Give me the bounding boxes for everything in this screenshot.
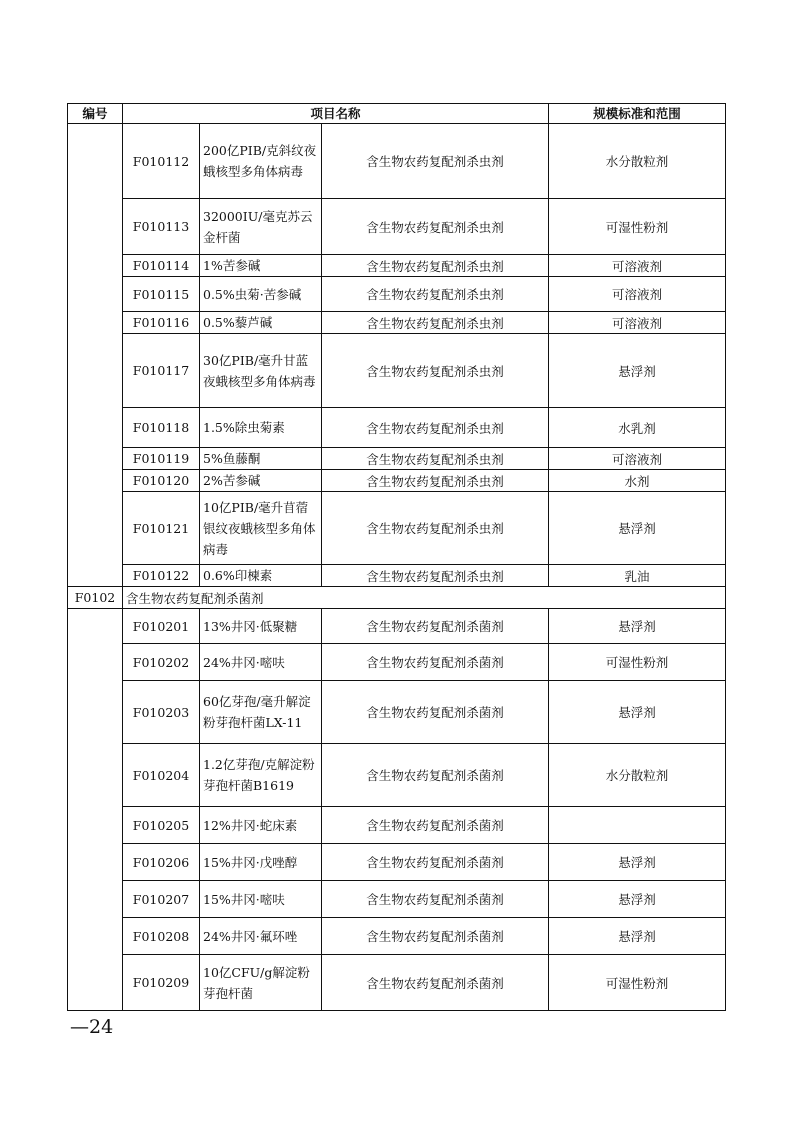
row-category: 含生物农药复配剂杀虫剂 <box>322 277 549 312</box>
table-row <box>68 124 726 199</box>
row-name: 0.5%虫菊·苦参碱 <box>200 277 322 312</box>
table-row <box>68 644 726 681</box>
table-row <box>68 470 726 492</box>
row-code: F010201 <box>123 609 200 644</box>
table-row <box>68 744 726 807</box>
row-category: 含生物农药复配剂杀虫剂 <box>322 312 549 334</box>
row-code: F010112 <box>123 124 200 199</box>
row-spec: 水分散粒剂 <box>549 124 726 199</box>
row-code: F010203 <box>123 681 200 744</box>
row-spec: 可湿性粉剂 <box>549 955 726 1011</box>
table-row <box>68 881 726 918</box>
table-row <box>68 681 726 744</box>
table-row <box>68 492 726 565</box>
row-name: 13%井冈·低聚糖 <box>200 609 322 644</box>
row-code: F010208 <box>123 918 200 955</box>
row-category: 含生物农药复配剂杀虫剂 <box>322 255 549 277</box>
row-spec: 可溶液剂 <box>549 448 726 470</box>
row-category: 含生物农药复配剂杀虫剂 <box>322 124 549 199</box>
table-row <box>68 255 726 277</box>
row-spec: 水乳剂 <box>549 408 726 448</box>
table-row <box>68 199 726 255</box>
section-row <box>68 587 726 609</box>
header-code: 编号 <box>68 104 123 124</box>
row-category: 含生物农药复配剂杀菌剂 <box>322 644 549 681</box>
row-category: 含生物农药复配剂杀虫剂 <box>322 565 549 587</box>
section-title: 含生物农药复配剂杀菌剂 <box>123 587 726 609</box>
table-row <box>68 334 726 408</box>
row-category: 含生物农药复配剂杀虫剂 <box>322 492 549 565</box>
row-code: F010115 <box>123 277 200 312</box>
row-code: F010119 <box>123 448 200 470</box>
row-spec: 悬浮剂 <box>549 609 726 644</box>
row-name: 200亿PIB/克斜纹夜蛾核型多角体病毒 <box>200 124 322 199</box>
row-name: 5%鱼藤酮 <box>200 448 322 470</box>
blank-code-cell <box>68 609 123 1011</box>
row-category: 含生物农药复配剂杀虫剂 <box>322 334 549 408</box>
row-category: 含生物农药复配剂杀菌剂 <box>322 881 549 918</box>
table-row <box>68 955 726 1011</box>
row-spec: 悬浮剂 <box>549 918 726 955</box>
table-header-row <box>68 104 726 124</box>
table-row <box>68 312 726 334</box>
row-name: 1.2亿芽孢/克解淀粉芽孢杆菌B1619 <box>200 744 322 807</box>
table-row <box>68 844 726 881</box>
table-row <box>68 565 726 587</box>
row-code: F010205 <box>123 807 200 844</box>
table-row <box>68 609 726 644</box>
row-category: 含生物农药复配剂杀菌剂 <box>322 844 549 881</box>
row-code: F010114 <box>123 255 200 277</box>
row-name: 12%井冈·蛇床素 <box>200 807 322 844</box>
table-row <box>68 277 726 312</box>
row-name: 15%井冈·嘧呋 <box>200 881 322 918</box>
row-name: 2%苦参碱 <box>200 470 322 492</box>
row-code: F010207 <box>123 881 200 918</box>
row-spec <box>549 807 726 844</box>
row-spec: 可溶液剂 <box>549 277 726 312</box>
row-code: F010120 <box>123 470 200 492</box>
row-code: F010122 <box>123 565 200 587</box>
row-spec: 悬浮剂 <box>549 881 726 918</box>
row-name: 10亿CFU/g解淀粉芽孢杆菌 <box>200 955 322 1011</box>
header-project: 项目名称 <box>123 104 549 124</box>
row-code: F010116 <box>123 312 200 334</box>
header-scope: 规模标准和范围 <box>549 104 726 124</box>
row-spec: 可溶液剂 <box>549 255 726 277</box>
row-code: F010121 <box>123 492 200 565</box>
row-spec: 悬浮剂 <box>549 334 726 408</box>
row-name: 1%苦参碱 <box>200 255 322 277</box>
row-spec: 悬浮剂 <box>549 492 726 565</box>
row-spec: 可湿性粉剂 <box>549 644 726 681</box>
row-category: 含生物农药复配剂杀菌剂 <box>322 681 549 744</box>
row-name: 24%井冈·嘧呋 <box>200 644 322 681</box>
row-category: 含生物农药复配剂杀虫剂 <box>322 448 549 470</box>
row-spec: 可溶液剂 <box>549 312 726 334</box>
row-name: 10亿PIB/毫升苜蓿银纹夜蛾核型多角体病毒 <box>200 492 322 565</box>
row-name: 32000IU/毫克苏云金杆菌 <box>200 199 322 255</box>
row-name: 1.5%除虫菊素 <box>200 408 322 448</box>
row-spec: 水剂 <box>549 470 726 492</box>
row-name: 24%井冈·氟环唑 <box>200 918 322 955</box>
row-spec: 悬浮剂 <box>549 681 726 744</box>
row-code: F010118 <box>123 408 200 448</box>
row-category: 含生物农药复配剂杀菌剂 <box>322 918 549 955</box>
row-spec: 水分散粒剂 <box>549 744 726 807</box>
blank-code-cell <box>68 124 123 587</box>
row-category: 含生物农药复配剂杀虫剂 <box>322 408 549 448</box>
table-row <box>68 408 726 448</box>
row-code: F010209 <box>123 955 200 1011</box>
section-code: F0102 <box>68 587 123 609</box>
row-spec: 乳油 <box>549 565 726 587</box>
row-spec: 悬浮剂 <box>549 844 726 881</box>
row-name: 0.5%藜芦碱 <box>200 312 322 334</box>
row-category: 含生物农药复配剂杀虫剂 <box>322 199 549 255</box>
page-number: —24 <box>70 1016 114 1038</box>
row-category: 含生物农药复配剂杀菌剂 <box>322 744 549 807</box>
row-code: F010202 <box>123 644 200 681</box>
row-name: 30亿PIB/毫升甘蓝夜蛾核型多角体病毒 <box>200 334 322 408</box>
product-table <box>67 103 726 1011</box>
row-code: F010206 <box>123 844 200 881</box>
row-category: 含生物农药复配剂杀菌剂 <box>322 609 549 644</box>
row-name: 0.6%印楝素 <box>200 565 322 587</box>
table-row <box>68 807 726 844</box>
row-category: 含生物农药复配剂杀虫剂 <box>322 470 549 492</box>
row-code: F010113 <box>123 199 200 255</box>
row-category: 含生物农药复配剂杀菌剂 <box>322 955 549 1011</box>
table-row <box>68 918 726 955</box>
row-spec: 可湿性粉剂 <box>549 199 726 255</box>
row-name: 60亿芽孢/毫升解淀粉芽孢杆菌LX-11 <box>200 681 322 744</box>
table-row <box>68 448 726 470</box>
row-code: F010204 <box>123 744 200 807</box>
row-code: F010117 <box>123 334 200 408</box>
row-category: 含生物农药复配剂杀菌剂 <box>322 807 549 844</box>
row-name: 15%井冈·戊唑醇 <box>200 844 322 881</box>
